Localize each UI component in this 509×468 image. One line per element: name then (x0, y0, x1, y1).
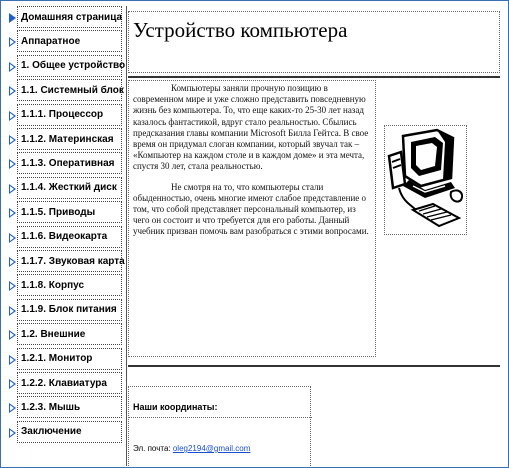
sidebar-item-label: 1.1.9. Блок питания (21, 304, 117, 316)
sidebar-button[interactable] (17, 30, 122, 52)
sidebar-item-label: 1.1.1. Процессор (21, 109, 104, 121)
sidebar-button[interactable] (17, 372, 122, 394)
sidebar-item[interactable] (0, 201, 123, 225)
triangle-right-icon (9, 135, 16, 145)
sidebar-button[interactable] (17, 421, 122, 443)
article-paragraph-2: Не смотря на то, что компьютеры стали обыденностью, очень многие имеют слабое представление о том, что собой представляет персональный компьютер, из чего он состоит и что требуется для его работы. Данный учебник призван помочь вам разобраться с этими вопросами. (133, 181, 369, 237)
sidebar-item[interactable] (0, 372, 123, 396)
sidebar-item[interactable] (0, 226, 123, 250)
sidebar-item-label: 1.1. Системный блок (21, 84, 124, 96)
sidebar-button[interactable] (17, 323, 122, 345)
sidebar-button[interactable] (17, 250, 125, 272)
sidebar-item-label: Заключение (21, 426, 82, 438)
triangle-right-icon (9, 355, 16, 365)
sidebar-button[interactable] (17, 177, 122, 199)
triangle-right-icon (9, 403, 16, 413)
email-link[interactable]: oleg2194@gmail.com (172, 444, 251, 453)
sidebar-item[interactable] (0, 79, 123, 103)
sidebar-item[interactable] (0, 323, 123, 347)
sidebar-item-label: 1.1.3. Оперативная (21, 157, 115, 169)
sidebar-item[interactable] (0, 55, 126, 79)
article-paragraph-1: Компьютеры заняли прочную позицию в современном мире и уже сложно представить повседневную жизнь без компьютера. То, что еще каких-то 25-30 лет назад казалось фантастикой, вдруг стало реальностью. Сбылись предсказания главы компании Microsoft Билла Гейтса. В свое время он придумал слоган компании, который звучал так – «Компьютер на каждом столе и в каждом доме» и эта мечта, спустя 30 лет, стала реальностью. (133, 83, 369, 172)
sidebar-button[interactable] (17, 201, 122, 223)
sidebar-item[interactable] (0, 421, 123, 445)
sidebar-button[interactable] (17, 79, 122, 101)
triangle-right-icon (9, 159, 16, 169)
triangle-right-icon (9, 184, 16, 194)
sidebar-button[interactable] (17, 104, 122, 126)
triangle-right-icon (9, 281, 16, 291)
sidebar-item-label: 1.2.3. Мышь (21, 401, 81, 413)
sidebar-item-label: 1.2.2. Клавиатура (21, 377, 107, 389)
sidebar-button[interactable] (17, 128, 122, 150)
triangle-right-icon (9, 257, 16, 267)
sidebar-button[interactable] (17, 396, 122, 418)
sidebar-button[interactable] (17, 348, 122, 370)
triangle-right-icon (9, 86, 16, 96)
sidebar-item-label: 1.1.5. Приводы (21, 206, 96, 218)
triangle-right-icon (9, 233, 16, 243)
article-text (128, 80, 376, 357)
sidebar-button[interactable] (17, 152, 122, 174)
triangle-right-icon (9, 428, 16, 438)
computer-clipart-icon (385, 126, 466, 234)
sidebar-item[interactable] (0, 6, 123, 30)
sidebar-item-label: 1.1.6. Видеокарта (21, 231, 108, 243)
sidebar-item-label: Аппаратное (21, 35, 81, 47)
email-label: Эл. почта: (133, 444, 171, 453)
sidebar-item-label: 1.2.1. Монитор (21, 353, 93, 365)
sidebar-item[interactable] (0, 250, 123, 274)
triangle-right-icon (9, 62, 16, 72)
sidebar-item[interactable] (0, 104, 123, 128)
sidebar-item-label: 1.1.8. Корпус (21, 279, 85, 291)
contacts-title: Наши координаты: (133, 402, 218, 412)
header-rule (128, 76, 500, 78)
triangle-right-icon (9, 37, 16, 47)
triangle-right-icon (9, 306, 16, 316)
content-rule (128, 365, 500, 367)
email-row (133, 444, 250, 453)
sidebar-button[interactable] (17, 299, 122, 321)
sidebar-item-label: 1.2. Внешние (21, 328, 86, 340)
sidebar-item-label: 1. Общее устройство (21, 60, 126, 72)
sidebar-item[interactable] (0, 152, 123, 176)
sidebar-item-label: 1.1.4. Жесткий диск (21, 182, 117, 194)
triangle-right-icon (9, 111, 16, 121)
computer-illustration (384, 125, 467, 235)
sidebar-item[interactable] (0, 396, 123, 420)
contacts-block (128, 386, 311, 466)
sidebar-item[interactable] (0, 30, 123, 54)
triangle-right-icon (9, 208, 16, 218)
sidebar-button[interactable] (17, 55, 126, 77)
contacts-divider (129, 417, 312, 418)
sidebar-item[interactable] (0, 299, 123, 323)
triangle-right-icon (9, 379, 16, 389)
sidebar-button[interactable] (17, 226, 122, 248)
sidebar-item[interactable] (0, 128, 123, 152)
sidebar-divider (126, 6, 127, 466)
sidebar-item[interactable] (0, 177, 123, 201)
sidebar-button[interactable] (17, 274, 122, 296)
sidebar-item-label: Домашняя страница (21, 11, 123, 23)
page-title: Устройство компьютера (133, 18, 348, 42)
sidebar-item-label: 1.1.2. Материнская (21, 133, 114, 145)
sidebar-button[interactable] (17, 6, 122, 28)
triangle-right-icon (9, 330, 16, 340)
page-header (128, 11, 500, 73)
sidebar-item-label: 1.1.7. Звуковая карта (21, 255, 125, 267)
sidebar-item[interactable] (0, 348, 123, 372)
triangle-right-icon (9, 13, 16, 23)
sidebar-item[interactable] (0, 274, 123, 298)
